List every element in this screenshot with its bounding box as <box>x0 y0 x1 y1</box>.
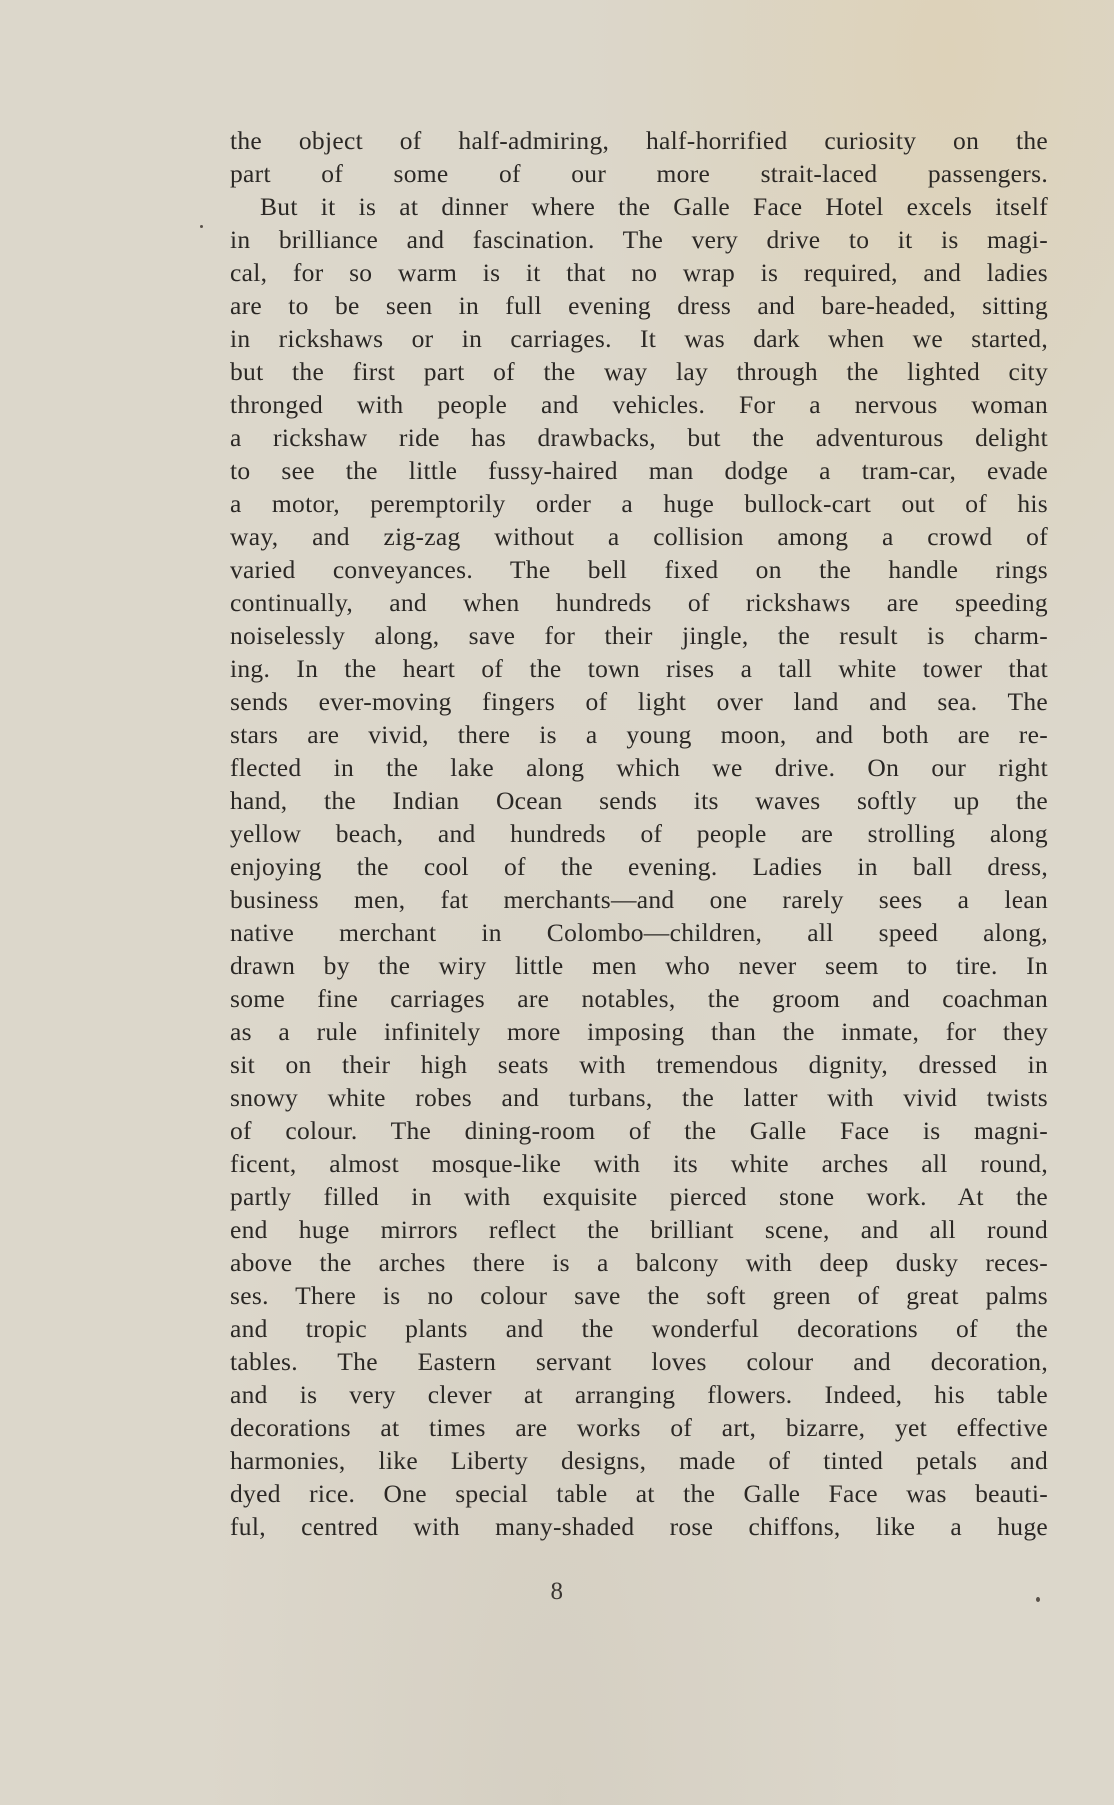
text-line: native merchant in Colombo—children, all speed along, <box>230 918 1048 947</box>
text-line: sit on their high seats with tremendous dignity, dressed in <box>230 1050 1048 1079</box>
text-line: stars are vivid, there is a young moon, and both are re- <box>230 720 1048 749</box>
text-line: noiselessly along, save for their jingle, the result is charm- <box>230 621 1048 650</box>
text-line: sends ever-moving fingers of light over land and sea. The <box>230 687 1048 716</box>
text-line: flected in the lake along which we drive. On our right <box>230 753 1048 782</box>
text-line: ing. In the heart of the town rises a tall white tower that <box>230 654 1048 683</box>
text-line: but the first part of the way lay through the lighted city <box>230 357 1048 386</box>
text-line: way, and zig-zag without a collision among a crowd of <box>230 522 1048 551</box>
text-line: the object of half-admiring, half-horrified curiosity on the <box>230 126 1048 155</box>
text-line: partly filled in with exquisite pierced stone work. At the <box>230 1182 1048 1211</box>
text-line: as a rule infinitely more imposing than the inmate, for they <box>230 1017 1048 1046</box>
text-line: varied conveyances. The bell fixed on the handle rings <box>230 555 1048 584</box>
text-line: enjoying the cool of the evening. Ladies in ball dress, <box>230 852 1048 881</box>
page-number: 8 <box>550 1578 564 1605</box>
text-line: But it is at dinner where the Galle Face Hotel excels itself <box>260 192 1048 221</box>
text-line: yellow beach, and hundreds of people are strolling along <box>230 819 1048 848</box>
body-text <box>230 124 1048 1543</box>
text-line: and is very clever at arranging flowers. Indeed, his table <box>230 1380 1048 1409</box>
text-line: snowy white robes and turbans, the latter with vivid twists <box>230 1083 1048 1112</box>
text-line: tables. The Eastern servant loves colour and decoration, <box>230 1347 1048 1376</box>
text-line: of colour. The dining-room of the Galle Face is magni- <box>230 1116 1048 1145</box>
paper-speck <box>200 225 203 228</box>
text-line: ful, centred with many-shaded rose chiffons, like a huge <box>230 1512 1048 1541</box>
text-line: decorations at times are works of art, bizarre, yet effective <box>230 1413 1048 1442</box>
text-line: thronged with people and vehicles. For a nervous woman <box>230 390 1048 419</box>
text-line: harmonies, like Liberty designs, made of tinted petals and <box>230 1446 1048 1475</box>
text-line: part of some of our more strait-laced passengers. <box>230 159 1048 188</box>
text-line: and tropic plants and the wonderful decorations of the <box>230 1314 1048 1343</box>
text-line: end huge mirrors reflect the brilliant scene, and all round <box>230 1215 1048 1244</box>
text-line: in brilliance and fascination. The very drive to it is magi- <box>230 225 1048 254</box>
text-line: ses. There is no colour save the soft green of great palms <box>230 1281 1048 1310</box>
text-line: above the arches there is a balcony with deep dusky reces- <box>230 1248 1048 1277</box>
text-line: a rickshaw ride has drawbacks, but the adventurous delight <box>230 423 1048 452</box>
text-line: are to be seen in full evening dress and bare-headed, sitting <box>230 291 1048 320</box>
text-line: business men, fat merchants—and one rarely sees a lean <box>230 885 1048 914</box>
text-line: continually, and when hundreds of rickshaws are speeding <box>230 588 1048 617</box>
text-line: drawn by the wiry little men who never seem to tire. In <box>230 951 1048 980</box>
text-line: cal, for so warm is it that no wrap is required, and ladies <box>230 258 1048 287</box>
text-line: some fine carriages are notables, the groom and coachman <box>230 984 1048 1013</box>
text-line: in rickshaws or in carriages. It was dark when we started, <box>230 324 1048 353</box>
text-line: a motor, peremptorily order a huge bullock-cart out of his <box>230 489 1048 518</box>
text-line: dyed rice. One special table at the Galle Face was beauti- <box>230 1479 1048 1508</box>
text-line: ficent, almost mosque-like with its white arches all round, <box>230 1149 1048 1178</box>
paper-speck <box>1036 1597 1040 1602</box>
text-line: hand, the Indian Ocean sends its waves softly up the <box>230 786 1048 815</box>
text-line: to see the little fussy-haired man dodge a tram-car, evade <box>230 456 1048 485</box>
